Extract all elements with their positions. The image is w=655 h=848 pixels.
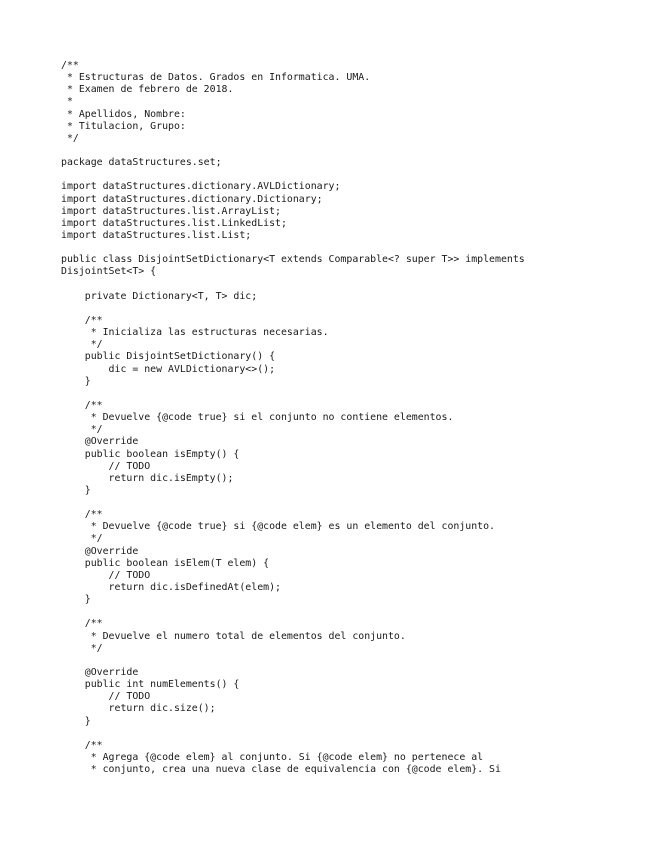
- code-line: }: [61, 375, 91, 387]
- code-line: import dataStructures.dictionary.Dictionary;: [61, 193, 323, 205]
- code-line: public boolean isEmpty() {: [61, 448, 240, 460]
- blank-line: [61, 279, 525, 291]
- code-line: public boolean isElem(T elem) {: [61, 557, 270, 569]
- code-line: * Devuelve {@code true} si el conjunto no contiene elementos.: [61, 412, 454, 424]
- code-line: return dic.isDefinedAt(elem);: [61, 582, 281, 594]
- code-line: * Agrega {@code elem} al conjunto. Si {@code elem} no pertenece al: [61, 752, 484, 764]
- code-line: public class DisjointSetDictionary<T extends Comparable<? super T>> implements: [61, 254, 525, 266]
- code-line: return dic.isEmpty();: [61, 472, 234, 484]
- code-line: * Devuelve {@code true} si {@code elem} es un elemento del conjunto.: [61, 521, 496, 533]
- code-line: @Override: [61, 436, 139, 448]
- code-line: * Inicializa las estructuras necesarias.: [61, 327, 329, 339]
- blank-line: [61, 303, 525, 315]
- code-line: @Override: [61, 545, 139, 557]
- code-line: /**: [61, 739, 103, 751]
- code-line: */: [61, 533, 103, 545]
- code-line: /**: [61, 60, 79, 71]
- code-line: import dataStructures.list.List;: [61, 229, 252, 241]
- code-line: *: [61, 96, 73, 108]
- blank-line: [61, 728, 525, 740]
- blank-line: [61, 242, 525, 254]
- source-code-listing: [61, 60, 525, 776]
- code-line: }: [61, 594, 91, 606]
- code-line: * Titulacion, Grupo:: [61, 120, 186, 132]
- code-line: public DisjointSetDictionary() {: [61, 351, 276, 363]
- blank-line: [61, 388, 525, 400]
- code-line: private Dictionary<T, T> dic;: [61, 290, 258, 302]
- blank-line: [61, 606, 525, 618]
- code-line: */: [61, 339, 103, 351]
- code-line: /**: [61, 314, 103, 326]
- code-line: * Estructuras de Datos. Grados en Informatica. UMA.: [61, 72, 371, 84]
- code-line: */: [61, 642, 103, 654]
- code-line: }: [61, 715, 91, 727]
- code-line: /**: [61, 509, 103, 521]
- code-line: DisjointSet<T> {: [61, 266, 157, 278]
- code-line: package dataStructures.set;: [61, 157, 222, 169]
- code-line: @Override: [61, 667, 139, 679]
- blank-line: [61, 145, 525, 157]
- code-line: import dataStructures.dictionary.AVLDictionary;: [61, 181, 341, 193]
- code-line: // TODO: [61, 460, 151, 472]
- code-line: * Devuelve el numero total de elementos del conjunto.: [61, 630, 406, 642]
- code-line: */: [61, 424, 103, 436]
- code-line: * conjunto, crea una nueva clase de equivalencia con {@code elem}. Si: [61, 764, 501, 776]
- code-line: }: [61, 484, 91, 496]
- code-line: dic = new AVLDictionary<>();: [61, 363, 276, 375]
- code-line: * Examen de febrero de 2018.: [61, 84, 234, 96]
- code-line: // TODO: [61, 569, 151, 581]
- blank-line: [61, 169, 525, 181]
- code-line: /**: [61, 618, 103, 630]
- code-line: return dic.size();: [61, 703, 216, 715]
- code-line: // TODO: [61, 691, 151, 703]
- blank-line: [61, 655, 525, 667]
- blank-line: [61, 497, 525, 509]
- code-line: public int numElements() {: [61, 679, 240, 691]
- code-line: /**: [61, 399, 103, 411]
- code-line: import dataStructures.list.LinkedList;: [61, 217, 287, 229]
- code-line: * Apellidos, Nombre:: [61, 108, 186, 120]
- code-line: */: [61, 132, 79, 144]
- code-line: import dataStructures.list.ArrayList;: [61, 205, 281, 217]
